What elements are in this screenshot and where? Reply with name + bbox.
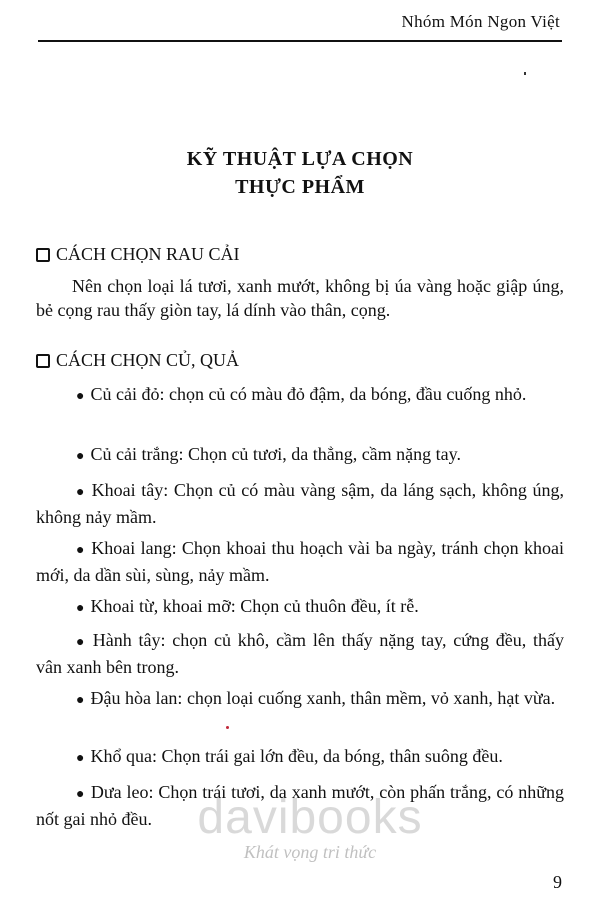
bullet-icon: ●	[76, 751, 85, 766]
checkbox-icon	[36, 248, 50, 262]
page-title-line1: KỸ THUẬT LỰA CHỌN	[186, 148, 414, 170]
checkbox-icon	[36, 354, 50, 368]
bullet-icon: ●	[76, 389, 85, 404]
section-heading-roots	[36, 350, 239, 371]
watermark-tagline: Khát vọng tri thức	[243, 842, 377, 862]
list-item: ● Khoai lang: Chọn khoai thu hoạch vài ba ngày, tránh chọn khoai mới, da dần sùi, sùng, nảy mầm.	[36, 538, 564, 585]
vegetables-paragraph: Nên chọn loại lá tươi, xanh mướt, không bị úa vàng hoặc giập úng, bẻ cọng rau thấy giòn tay, lá dính vào thân, cọng.	[36, 276, 564, 320]
section-heading-vegetables	[36, 244, 240, 265]
section-heading-text: CÁCH CHỌN CỦ, QUẢ	[56, 350, 240, 370]
bullet-icon: ●	[76, 635, 87, 650]
bullet-icon: ●	[76, 693, 85, 708]
list-item: ● Khoai từ, khoai mỡ: Chọn củ thuôn đều, ít rễ.	[76, 596, 419, 616]
print-speck	[524, 72, 526, 75]
bullet-icon: ●	[76, 787, 85, 802]
list-item: ● Dưa leo: Chọn trái tươi, da xanh mướt, còn phấn trắng, có những nốt gai nhỏ đều.	[36, 782, 564, 829]
page-title-line2: THỰC PHẨM	[235, 176, 365, 198]
print-speck	[226, 726, 229, 729]
header-text: Nhóm Món Ngon Việt	[401, 12, 560, 31]
list-item: ● Khổ qua: Chọn trái gai lớn đều, da bóng, thân suông đều.	[76, 746, 503, 766]
bullet-icon: ●	[76, 449, 85, 464]
list-item: ● Củ cải trắng: Chọn củ tươi, da thẳng, cầm nặng tay.	[76, 444, 461, 464]
bullet-icon: ●	[76, 485, 86, 500]
page-number: 9	[553, 872, 562, 892]
list-item: ● Hành tây: chọn củ khô, cầm lên thấy nặng tay, cứng đều, thấy vân xanh bên trong.	[36, 630, 564, 677]
running-header	[38, 8, 562, 42]
bullet-icon: ●	[76, 601, 85, 616]
section-heading-text: CÁCH CHỌN RAU CẢI	[56, 244, 240, 264]
watermark-logo: davibooks	[197, 791, 423, 844]
bullet-icon: ●	[76, 543, 86, 558]
list-item: ● Khoai tây: Chọn củ có màu vàng sậm, da láng sạch, không úng, không nảy mầm.	[36, 480, 564, 527]
list-item: ● Đậu hòa lan: chọn loại cuống xanh, thân mềm, vỏ xanh, hạt vừa.	[76, 688, 556, 708]
list-item: ● Củ cải đỏ: chọn củ có màu đỏ đậm, da bóng, đầu cuống nhỏ.	[76, 384, 527, 404]
